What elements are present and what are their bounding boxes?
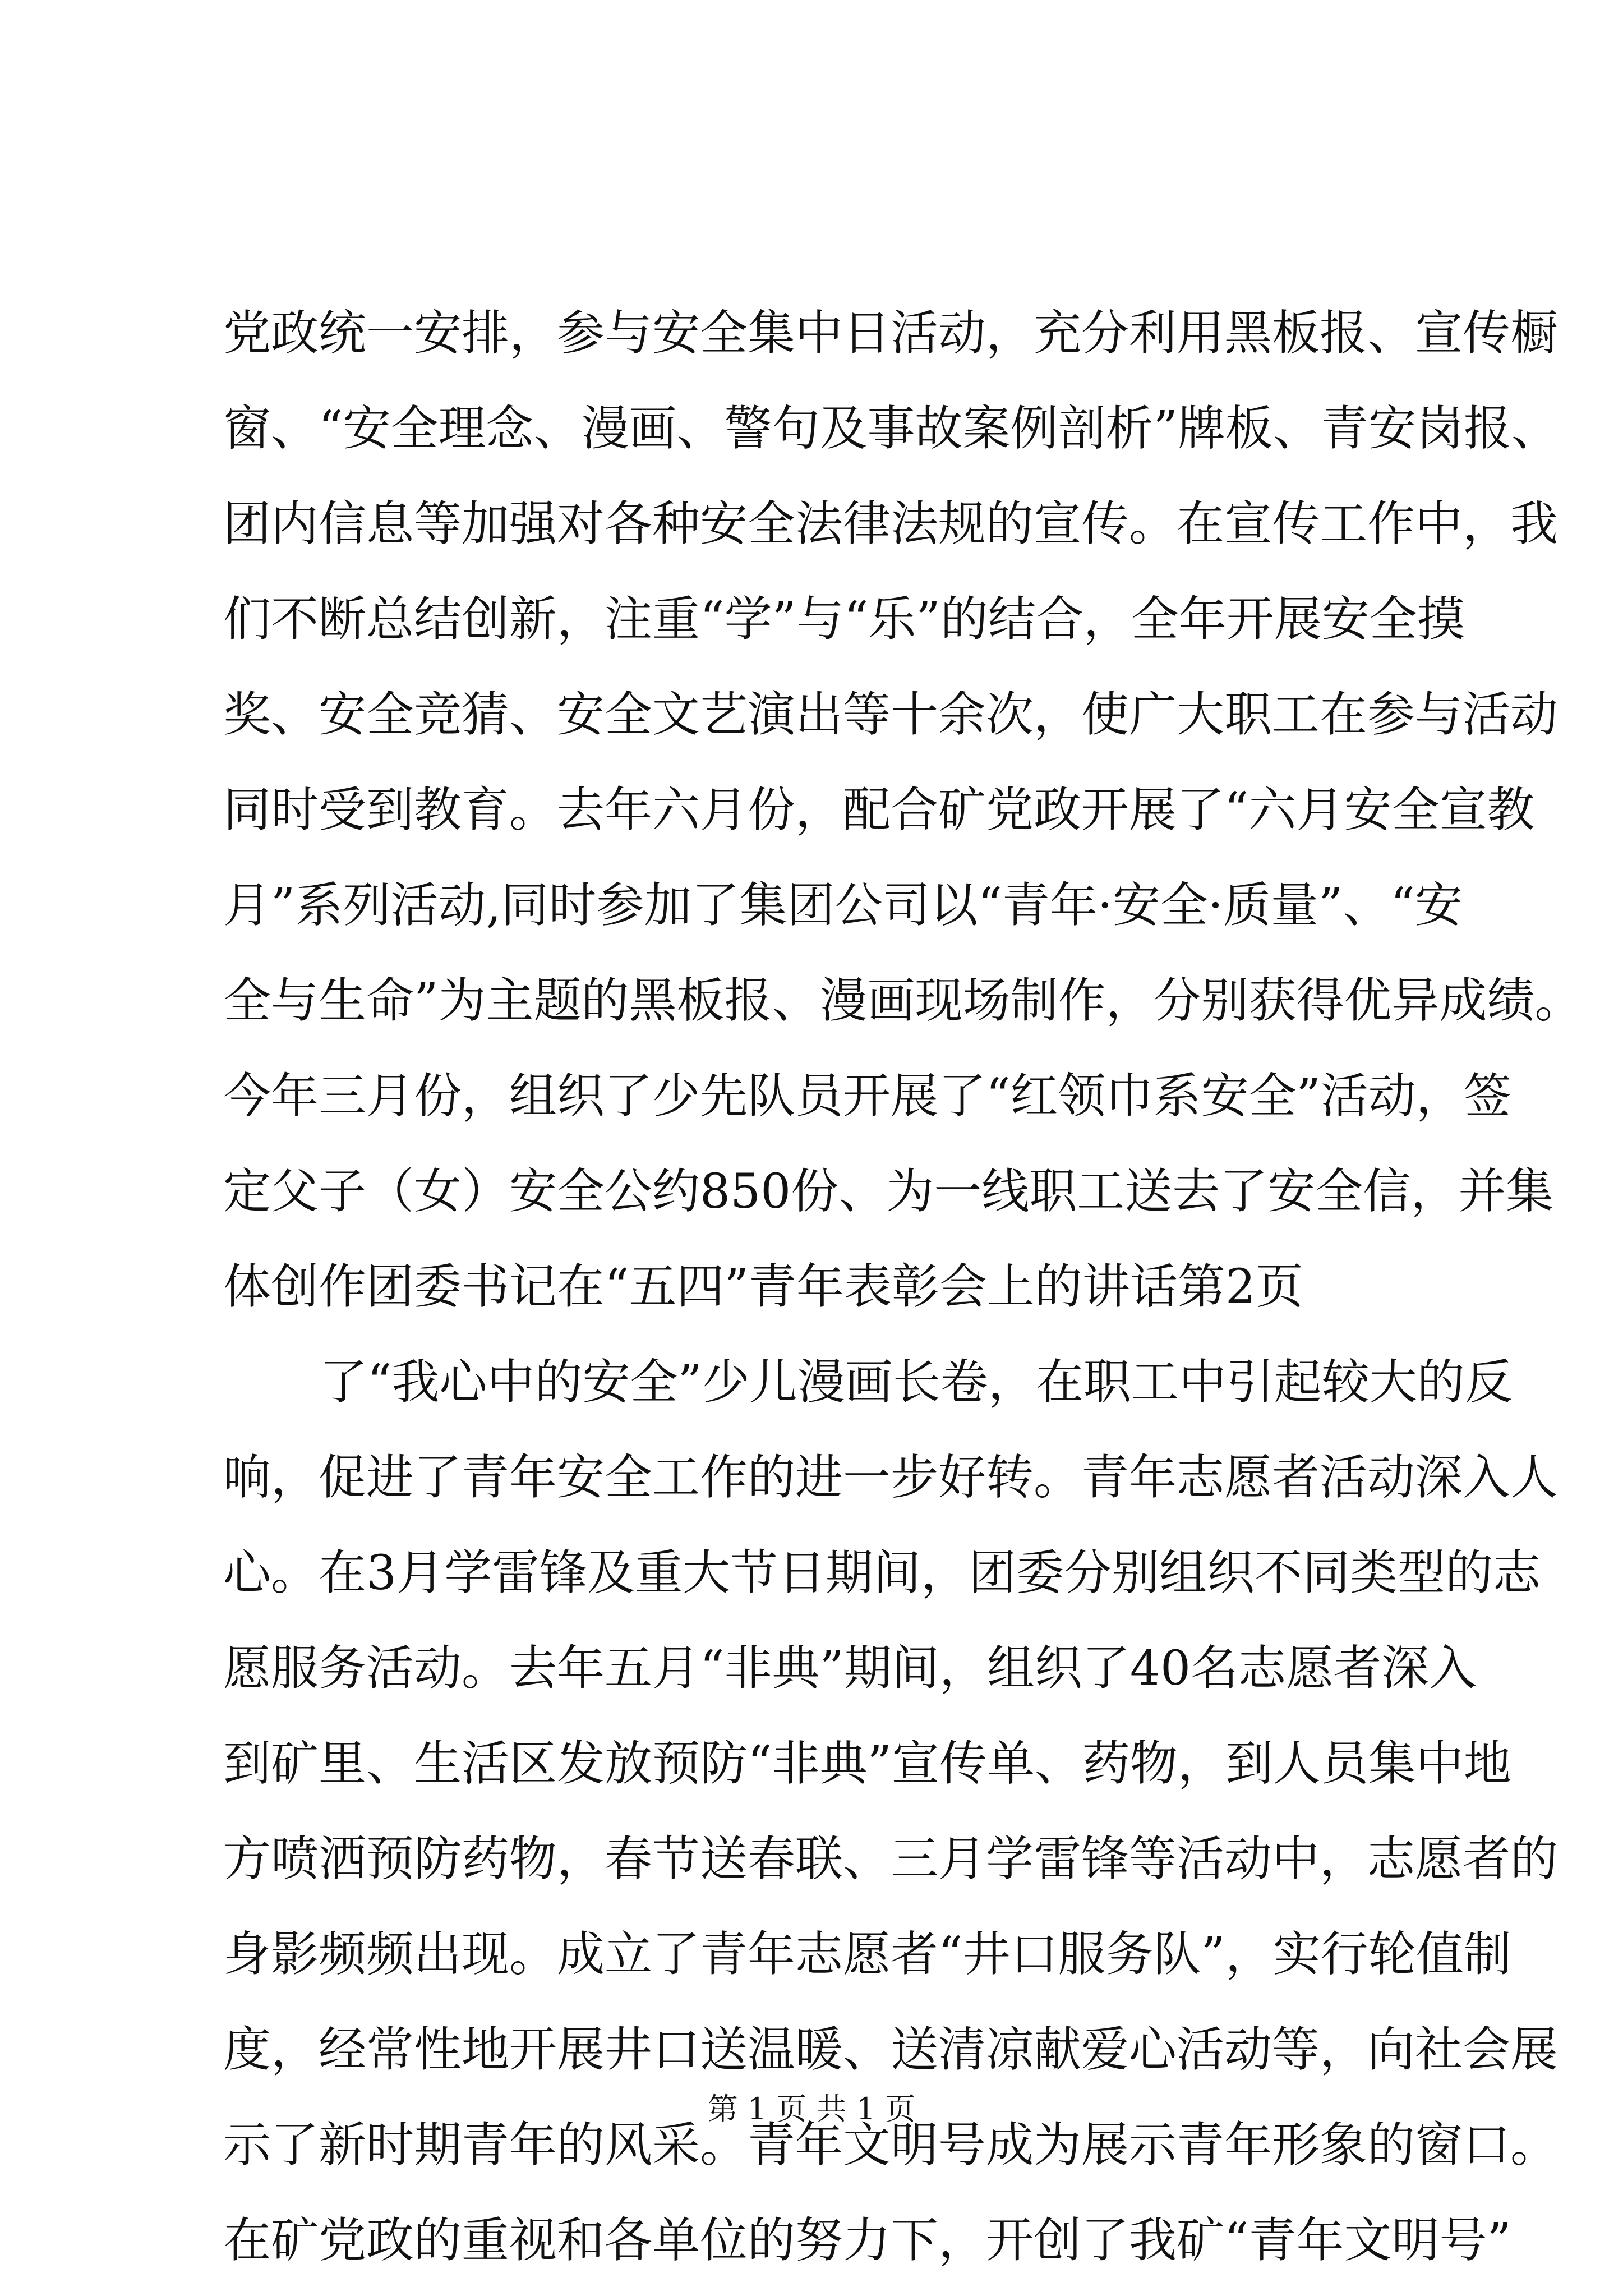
text-line: 窗、“安全理念、漫画、警句及事故案例剖析”牌板、青安岗报、 bbox=[223, 401, 1559, 457]
text-line: 团内信息等加强对各种安全法律法规的宣传。在宣传工作中，我 bbox=[223, 496, 1559, 552]
text-line: 在矿党政的重视和各单位的努力下，开创了我矿“青年文明号” bbox=[223, 2213, 1511, 2269]
page-number-label: 第 1 页 共 1 页 bbox=[707, 2091, 916, 2127]
text-line: 党政统一安排，参与安全集中日活动，充分利用黑板报、宣传橱 bbox=[223, 306, 1559, 361]
text-line: 示了新时期青年的风采。青年文明号成为展示青年形象的窗口。 bbox=[223, 2118, 1559, 2173]
text-line: 到矿里、生活区发放预防“非典”宣传单、药物，到人员集中地 bbox=[223, 1736, 1511, 1792]
text-line: 身影频频出现。成立了青年志愿者“井口服务队”，实行轮值制 bbox=[223, 1927, 1511, 1982]
text-line: 方喷洒预防药物，春节送春联、三月学雷锋等活动中，志愿者的 bbox=[223, 1832, 1559, 1887]
page-footer bbox=[0, 2087, 1623, 2132]
paragraph-first-line: 了“我心中的安全”少儿漫画长卷，在职工中引起较大的反 bbox=[320, 1355, 1513, 1410]
text-line: 心。在3月学雷锋及重大节日期间，团委分别组织不同类型的志 bbox=[223, 1545, 1541, 1601]
body-text bbox=[223, 286, 1583, 2289]
text-line: 全与生命”为主题的黑板报、漫画现场制作，分别获得优异成绩。 bbox=[223, 973, 1583, 1029]
text-line: 们不断总结创新，注重“学”与“乐”的结合，全年开展安全摸 bbox=[223, 592, 1465, 647]
text-line: 定父子（女）安全公约850份、为一线职工送去了安全信，并集 bbox=[223, 1164, 1554, 1220]
text-line: 度，经常性地开展井口送温暖、送清凉献爱心活动等，向社会展 bbox=[223, 2022, 1559, 2078]
text-line: 响，促进了青年安全工作的进一步好转。青年志愿者活动深入人 bbox=[223, 1450, 1559, 1506]
text-line: 愿服务活动。去年五月“非典”期间，组织了40名志愿者深入 bbox=[223, 1641, 1477, 1696]
text-line: 体创作团委书记在“五四”青年表彰会上的讲话第2页 bbox=[223, 1259, 1303, 1315]
text-line: 奖、安全竞猜、安全文艺演出等十余次，使广大职工在参与活动 bbox=[223, 687, 1559, 743]
text-line: 同时受到教育。去年六月份，配合矿党政开展了“六月安全宣教 bbox=[223, 783, 1535, 838]
text-line: 今年三月份，组织了少先队员开展了“红领巾系安全”活动，签 bbox=[223, 1069, 1511, 1124]
text-line: 月”系列活动,同时参加了集团公司以“青年·安全·质量”、“安 bbox=[223, 878, 1463, 933]
